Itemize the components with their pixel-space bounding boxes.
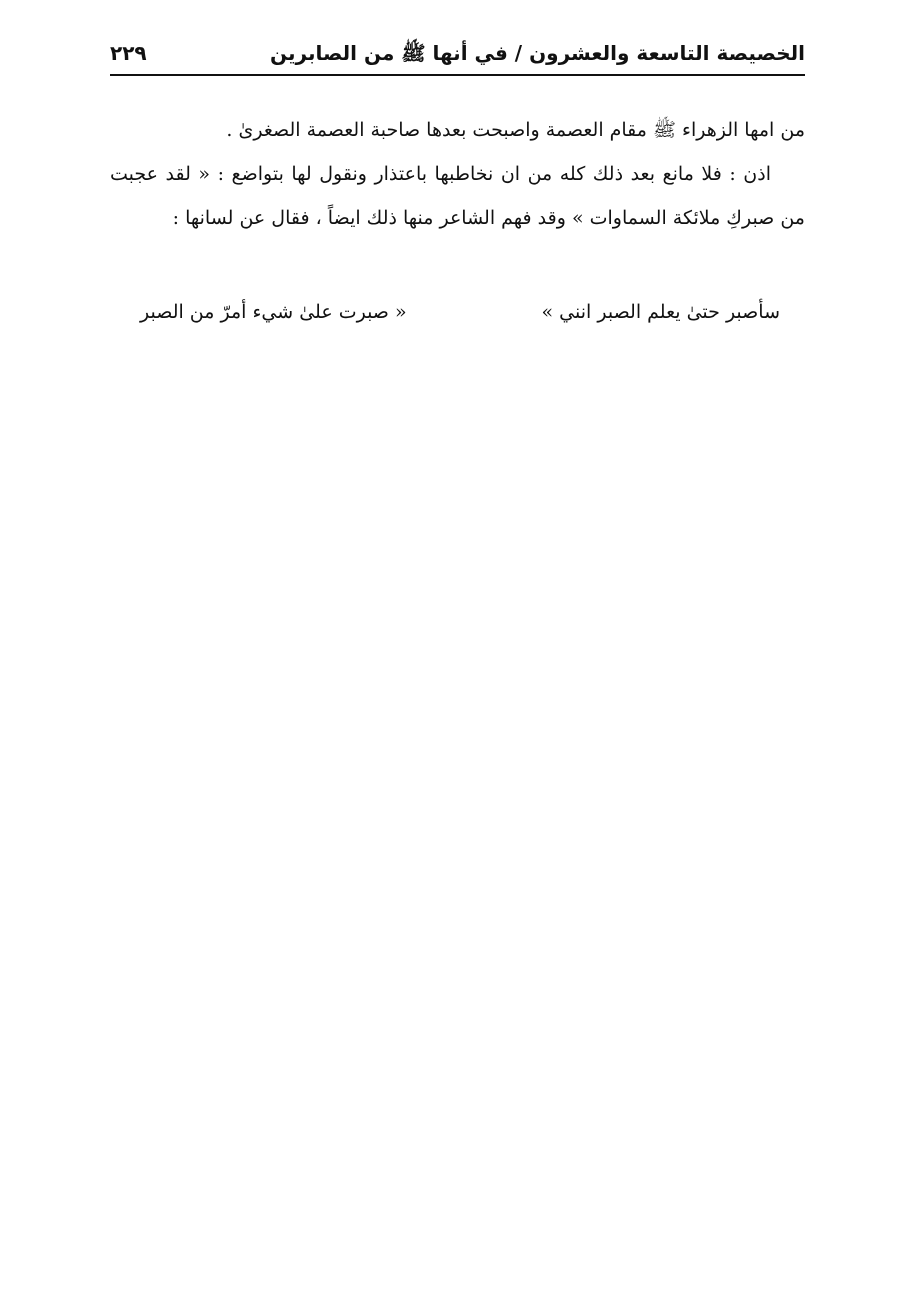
poem-verse bbox=[140, 290, 780, 334]
paragraph-2: اذن : فلا مانع بعد ذلك كله من ان نخاطبها باعتذار ونقول لها بتواضع : « لقد عجبت من صبركِ ملائكة السماوات » وقد فهم الشاعر منها ذلك ايضاً ، فقال عن لسانها : bbox=[110, 163, 805, 229]
page-number: ٢٢٩ bbox=[110, 41, 147, 65]
running-head bbox=[110, 38, 805, 72]
header-rule bbox=[110, 74, 805, 76]
verse-first-hemistich: سأصبر حتىٰ يعلم الصبر انني » bbox=[541, 301, 780, 323]
running-title: الخصيصة التاسعة والعشرون / في أنها ﷺ من الصابرين bbox=[270, 41, 805, 65]
body-text bbox=[110, 108, 805, 240]
verse-second-hemistich: « صبرت علىٰ شيء أمرّ من الصبر bbox=[140, 301, 407, 323]
paragraph-1: من امها الزهراء ﷺ مقام العصمة واصبحت بعدها صاحبة العصمة الصغرىٰ . bbox=[226, 119, 805, 141]
